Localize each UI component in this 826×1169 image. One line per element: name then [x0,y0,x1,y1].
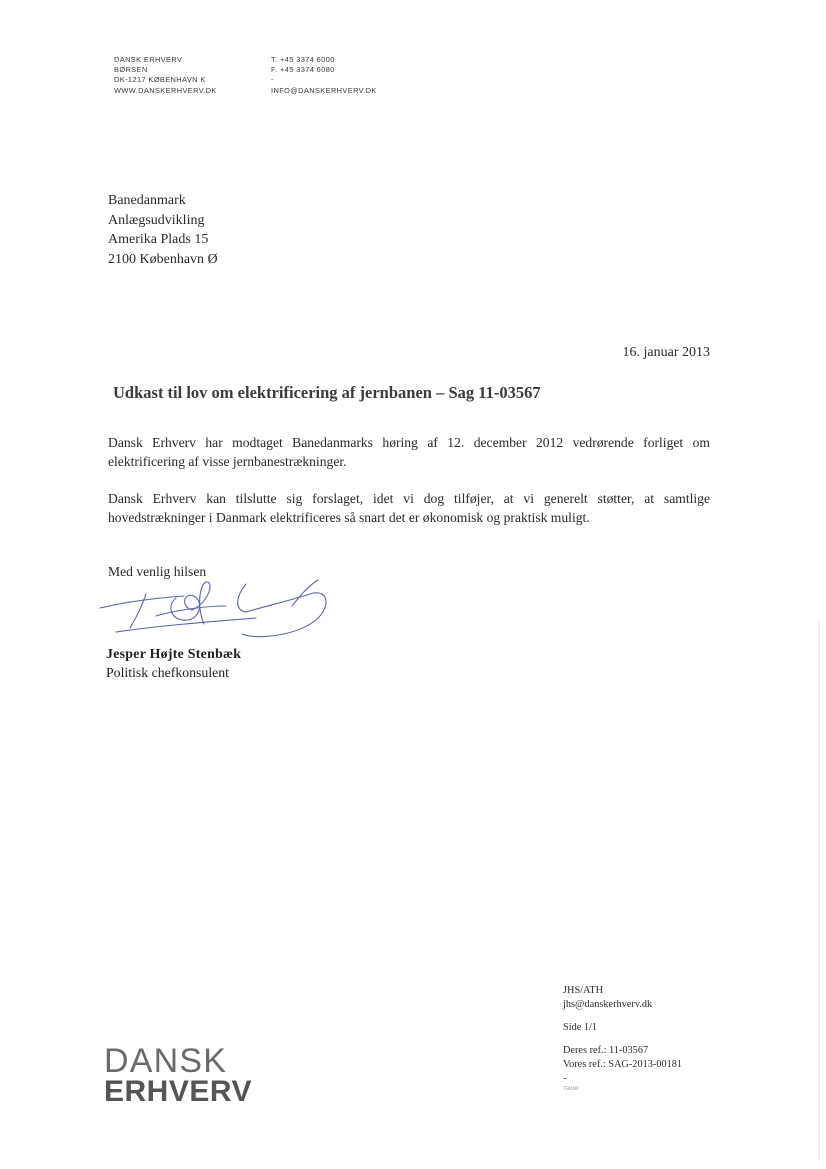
letterhead-building: BØRSEN [114,65,148,75]
reference-block [563,984,682,1094]
ref-email: jhs@danskerhverv.dk [563,999,653,1010]
handwritten-signature [96,576,336,646]
signer-title: Politisk chefkonsulent [106,665,230,680]
recipient-city: 2100 København Ø [108,251,218,267]
dansk-erhverv-logo [104,1042,252,1108]
letterhead-org: DANSK ERHVERV [114,55,183,64]
ref-spacer [563,1035,682,1044]
ref-spacer [563,1012,682,1021]
ref-page: Side 1/1 [563,1022,598,1033]
body-paragraph-1: Dansk Erhverv har modtaget Banedanmarks høring af 12. december 2012 vedrørende forliget om elektrificering af visse jernbanestrækninger. [108,435,710,469]
ref-initials: JHS/ATH [563,985,604,996]
letterhead-dash: - [271,75,274,85]
signer-name: Jesper Højte Stenbæk [106,646,242,661]
letterhead-contact [271,55,377,96]
letterhead-address [114,55,217,96]
letterhead-phone: T. +45 3374 6000 [271,55,335,64]
closing-greeting: Med venlig hilsen [108,564,207,579]
recipient-street: Amerika Plads 15 [108,232,209,247]
body-paragraph-2: Dansk Erhverv kan tilslutte sig forslaget, idet vi dog tilføjer, at vi generelt støtter, at samtlige hovedstrækninger i Danmark elektrificeres så snart det er økonomisk og praktisk muligt. [108,491,710,525]
letter-date: 16. januar 2013 [622,345,710,360]
ref-doc-number: 750190 [563,1087,578,1092]
ref-dash: - [563,1073,567,1084]
ref-your-ref: Deres ref.: 11-03567 [563,1045,649,1056]
scan-edge-shadow [818,620,820,1160]
letterhead-city: DK-1217 KØBENHAVN K [114,75,206,85]
recipient-name: Banedanmark [108,193,186,208]
signer-block [106,644,241,682]
ref-our-ref: Vores ref.: SAG-2013-00181 [563,1059,683,1070]
recipient-address [108,191,218,269]
recipient-department: Anlægsudvikling [108,212,205,228]
logo-line-1: DANSK [104,1042,228,1080]
letterhead-website: WWW.DANSKERHVERV.DK [114,85,217,95]
letter-subject: Udkast til lov om elektrificering af jernbanen – Sag 11-03567 [113,383,541,402]
letterhead-email: INFO@DANSKERHVERV.DK [271,85,377,95]
logo-line-2: ERHVERV [104,1075,252,1108]
letterhead-fax: F. +45 3374 6080 [271,65,335,75]
